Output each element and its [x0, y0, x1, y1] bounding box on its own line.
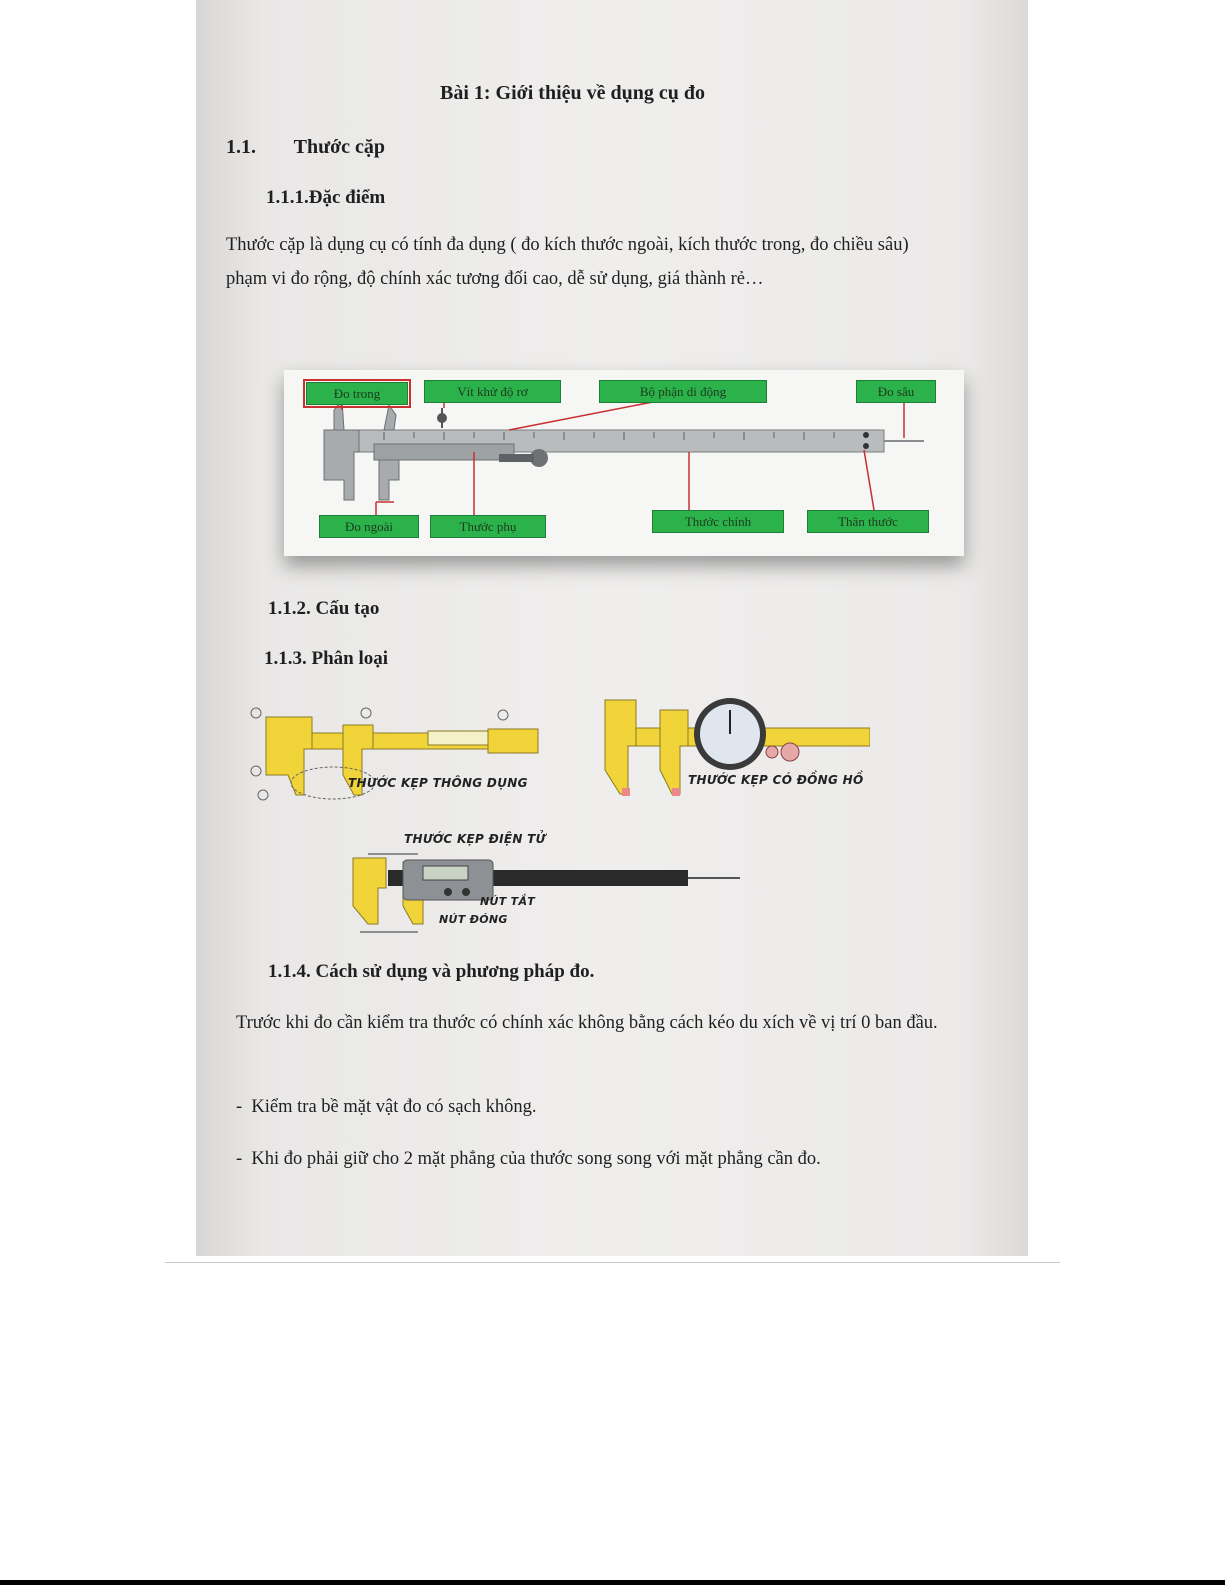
bullet-text: Kiểm tra bề mặt vật đo có sạch không. [251, 1097, 537, 1117]
label-thuoc-chinh: Thước chính [652, 510, 784, 533]
label-do-sau: Đo sâu [856, 380, 936, 403]
page-divider [165, 1262, 1060, 1263]
bullet-item-1 [236, 1090, 537, 1124]
section-heading [226, 136, 385, 159]
caption-thuoc-kep-co-dong-ho: THƯỚC KẸP CÓ ĐỒNG HỒ [688, 773, 864, 787]
label-thuoc-phu: Thước phụ [430, 515, 546, 538]
caliper-structure-figure [284, 370, 964, 556]
caption-thuoc-kep-thong-dung: THƯỚC KẸP THÔNG DỤNG [348, 776, 528, 790]
subsection-dac-diem: 1.1.1.Đặc điểm [266, 187, 386, 208]
bullet-item-2 [236, 1142, 821, 1176]
subsection-cach-su-dung: 1.1.4. Cách sử dụng và phương pháp đo. [268, 961, 595, 982]
caption-thuoc-kep-dien-tu: THƯỚC KẸP ĐIỆN TỬ [404, 832, 546, 846]
section-title: Thước cặp [293, 136, 386, 158]
scanned-page-photo [196, 0, 1028, 1256]
lesson-title: Bài 1: Giới thiệu về dụng cụ đo [440, 82, 706, 104]
label-than-thuoc: Thân thước [807, 510, 929, 533]
caption-nut-dong: NÚT ĐÓNG [439, 913, 508, 926]
label-bo-phan-di-dong: Bộ phận di động [599, 380, 767, 403]
subsection-phan-loai: 1.1.3. Phân loại [264, 648, 389, 669]
standard-caliper-drawing [248, 695, 548, 815]
bullet-dash: - [236, 1097, 252, 1117]
caption-nut-tat: NÚT TẮT [480, 895, 536, 908]
digital-caliper-drawing [348, 848, 748, 938]
bullet-dash: - [236, 1149, 252, 1169]
paragraph-kiem-tra: Trước khi đo cần kiểm tra thước có chính xác không bằng cách kéo du xích về vị trí 0 ban đầu. [236, 1013, 938, 1033]
label-do-ngoai: Đo ngoài [319, 515, 419, 538]
label-vit-khu-do-ro: Vít khử độ rơ [424, 380, 561, 403]
section-number: 1.1. [226, 136, 256, 158]
bullet-text: Khi đo phải giữ cho 2 mặt phẳng của thước song song với mặt phẳng cần đo. [251, 1149, 821, 1169]
subsection-cau-tao: 1.1.2. Cấu tạo [268, 598, 380, 619]
paragraph-dac-diem: Thước cặp là dụng cụ có tính đa dụng ( đo kích thước ngoài, kích thước trong, đo chiều sâu) phạm vi đo rộng, độ chính xác tương đối cao, dễ sử dụng, giá thành rẻ… [226, 235, 909, 289]
label-do-trong: Đo trong [306, 382, 408, 405]
bottom-edge-bar [0, 1580, 1225, 1585]
